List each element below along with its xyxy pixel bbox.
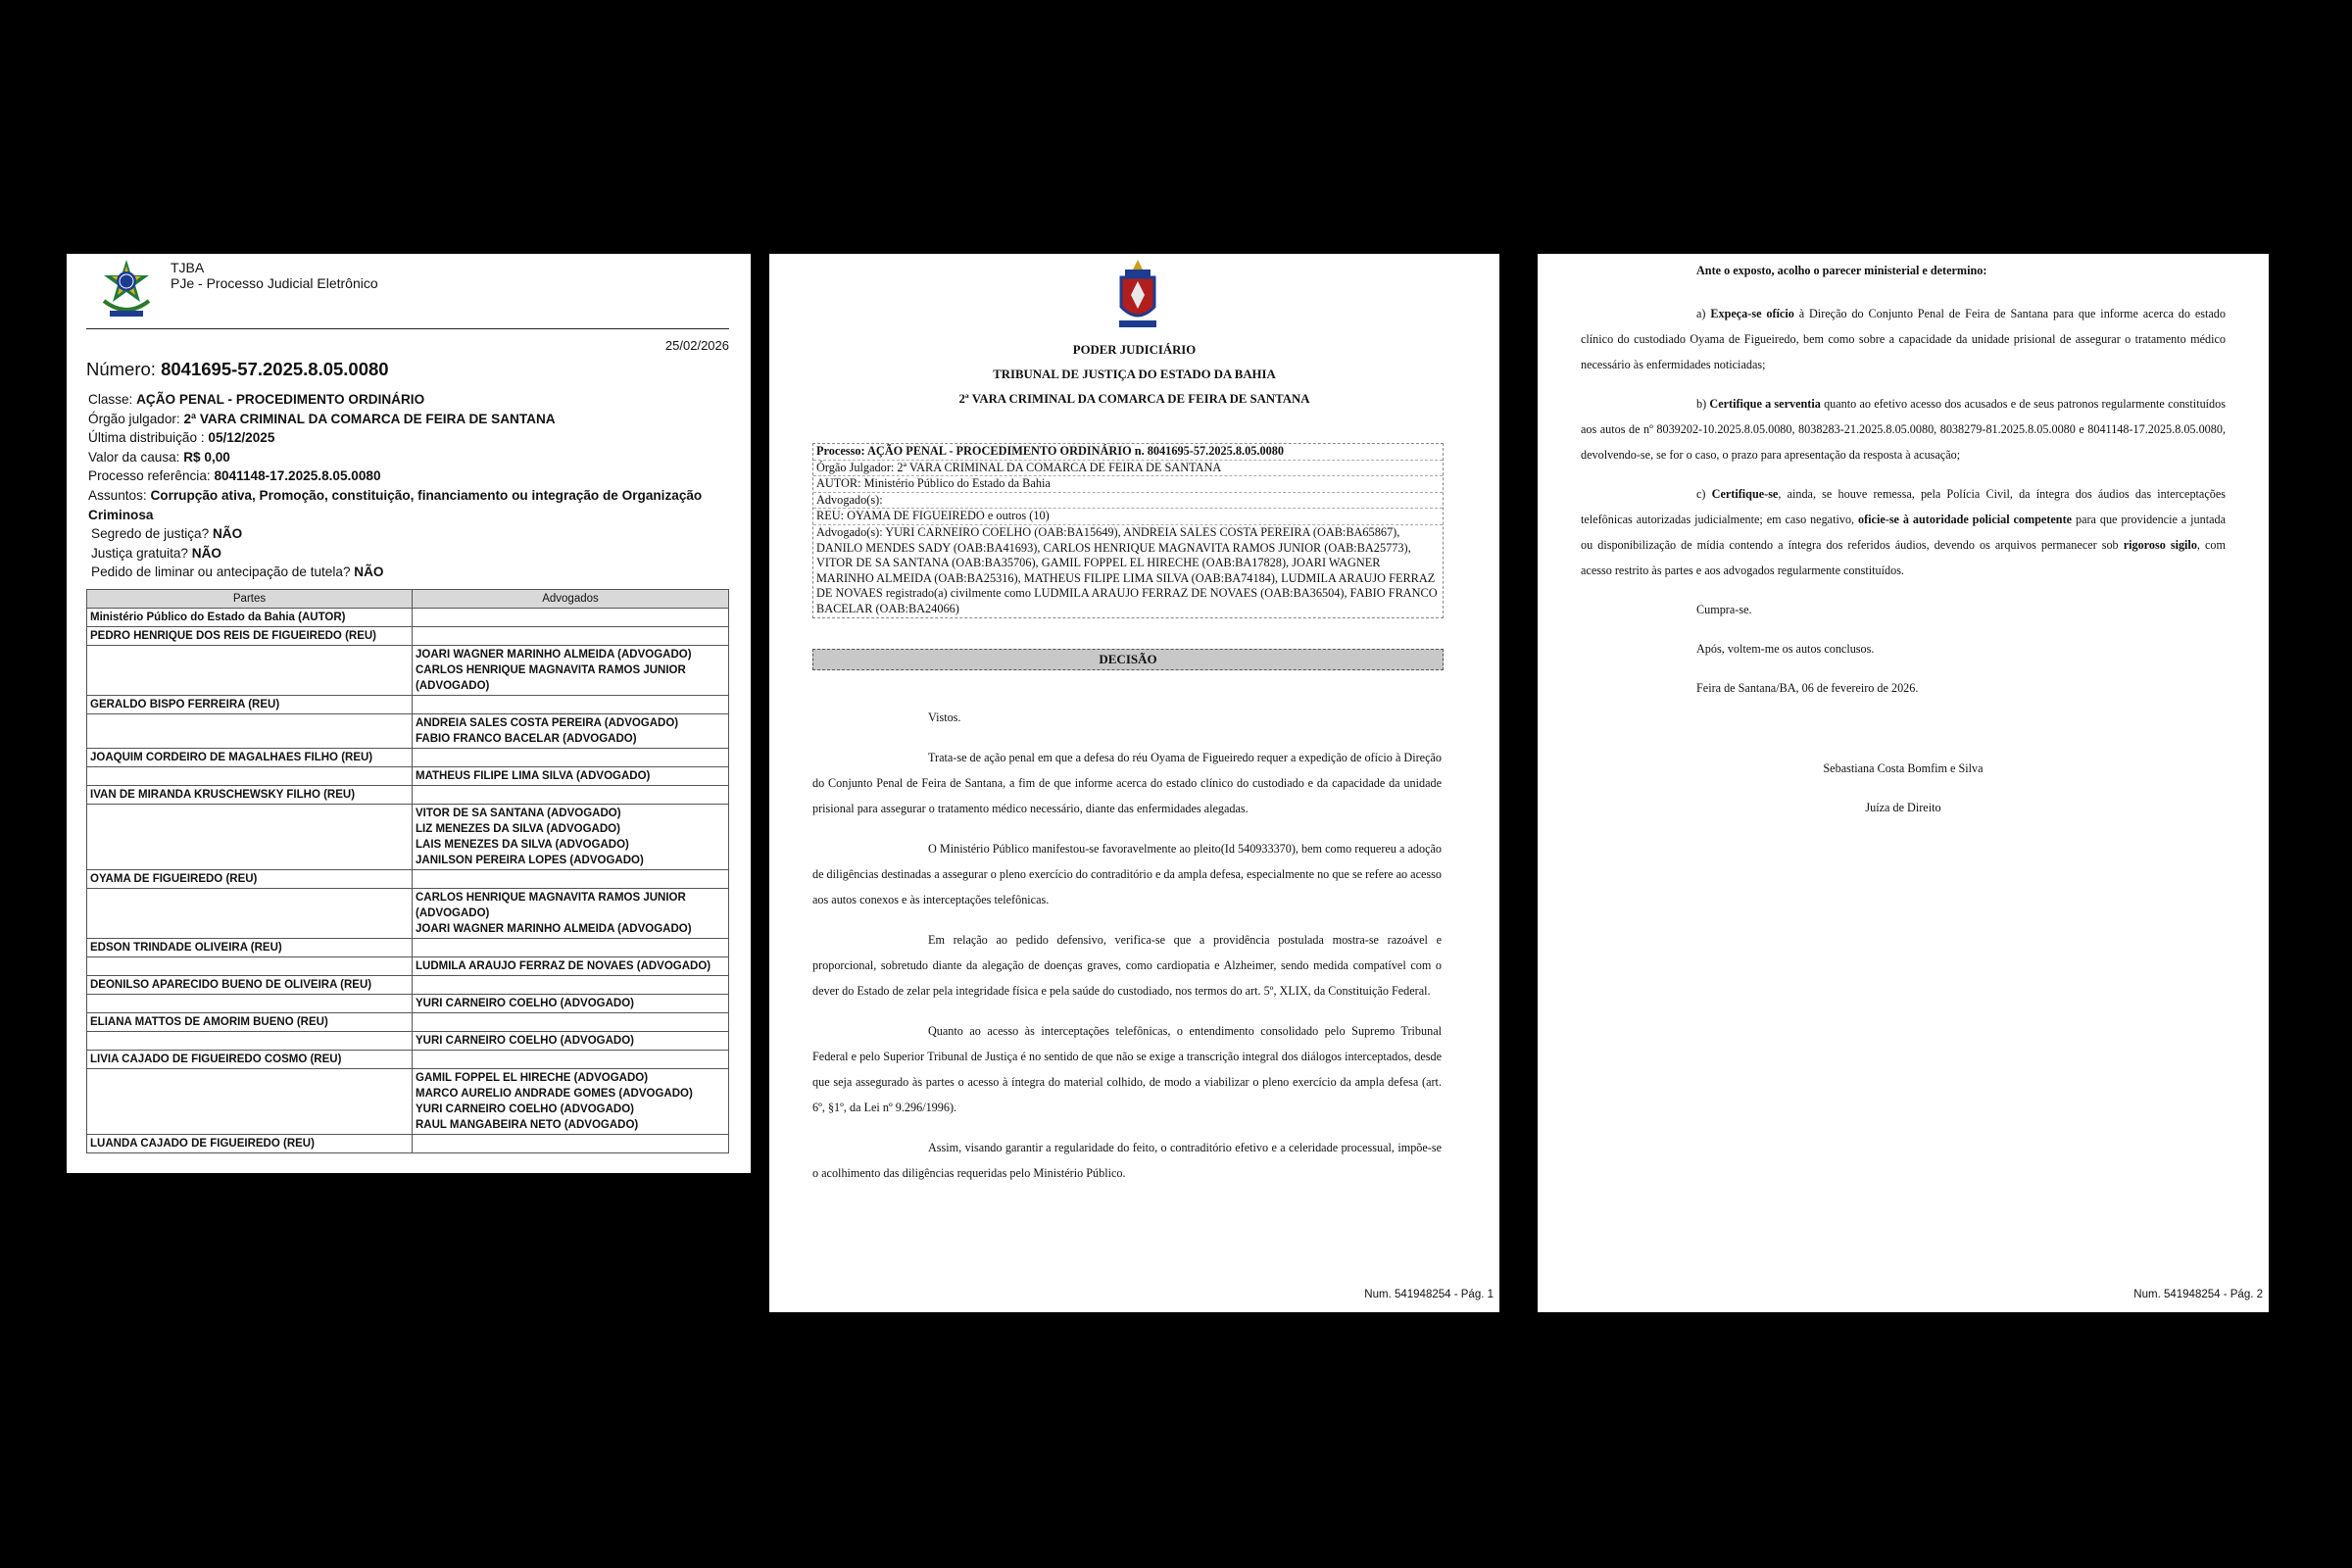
field-label: Processo referência: [88, 468, 211, 484]
place-date: Feira de Santana/BA, 06 de fevereiro de 2026. [1696, 681, 1919, 695]
process-number-value: 8041695-57.2025.8.05.0080 [161, 359, 389, 379]
process-field [88, 390, 729, 410]
party-cell: EDSON TRINDADE OLIVEIRA (REU) [87, 938, 413, 956]
party-cell: LUANDA CAJADO DE FIGUEIREDO (REU) [87, 1134, 413, 1152]
field-value: NÃO [354, 564, 384, 580]
lawyers-cell [413, 1050, 729, 1068]
table-row [87, 994, 729, 1012]
party-cell: Ministério Público do Estado da Bahia (AUTOR) [87, 608, 413, 626]
process-number [86, 359, 729, 380]
field-label: Justiça gratuita? [91, 545, 188, 561]
page-footer: Num. 541948254 - Pág. 2 [2133, 1289, 2263, 1300]
court-line: Órgão Julgador: 2ª VARA CRIMINAL DA COMARCA DE FEIRA DE SANTANA [813, 461, 1443, 477]
decision-title: DECISÃO [812, 649, 1444, 670]
lawyers-cell: JOARI WAGNER MARINHO ALMEIDA (ADVOGADO) CARLOS HENRIQUE MAGNAVITA RAMOS JUNIOR (ADVOGADO) [413, 645, 729, 695]
party-cell: DEONILSO APARECIDO BUENO DE OLIVEIRA (REU) [87, 975, 413, 994]
parties-table [86, 589, 729, 1153]
party-cell [87, 804, 413, 869]
decision-paragraph: Quanto ao acesso às interceptações telefônicas, o entendimento consolidado pelo Supremo Tribunal Federal e pelo Superior Tribunal de Justiça é no sentido de que não se exige a transcrição integral dos diálogos interceptados, desde que seja assegurado às partes o acesso à íntegra do material colhido, de modo a viabilizar o pleno exercício da ampla defesa (art. 6º, §1º, da Lei nº 9.296/1996). [812, 1024, 1442, 1114]
table-row [87, 1050, 729, 1068]
table-row [87, 956, 729, 975]
decision-page-1 [769, 254, 1499, 1312]
party-cell [87, 994, 413, 1012]
party-cell [87, 1068, 413, 1134]
pje-header [86, 254, 729, 329]
field-value: AÇÃO PENAL - PROCEDIMENTO ORDINÁRIO [136, 392, 425, 407]
item-c: c) Certifique-se, ainda, se houve remessa, pela Polícia Civil, da íntegra dos áudios das interceptações telefônicas autorizadas judicialmente; em caso negativo, oficie-se à autoridade policial competente para que providencie a juntada ou disponibilização de mídia contendo a íntegra dos referidos áudios, devendo os arquivos permanecer sob rigoroso sigilo, com acesso restrito às partes e aos advogados regularmente constituídos. [1581, 487, 2226, 577]
lawyers-cell [413, 938, 729, 956]
cumpra-se: Cumpra-se. [1696, 603, 1752, 616]
field-value: 05/12/2025 [208, 430, 275, 446]
table-row [87, 938, 729, 956]
field-value: 8041148-17.2025.8.05.0080 [214, 468, 381, 484]
party-cell [87, 713, 413, 748]
table-row [87, 869, 729, 888]
lawyers-cell: YURI CARNEIRO COELHO (ADVOGADO) [413, 994, 729, 1012]
party-cell [87, 1031, 413, 1050]
table-row [87, 1012, 729, 1031]
process-fields [86, 390, 729, 582]
lawyers-cell [413, 869, 729, 888]
lawyers-cell [413, 608, 729, 626]
decision-paragraph: Em relação ao pedido defensivo, verifica-se que a providência postulada mostra-se razoável e proporcional, sobretudo diante da alegação de doenças graves, como cardiopatia e Alzheimer, sendo medida compatível com o dever do Estado de zelar pela integridade física e pela saúde do custodiado, nos termos do art. 5º, XLIX, da Constituição Federal. [812, 933, 1442, 998]
process-field [88, 544, 729, 564]
lawyers-cell [413, 785, 729, 804]
bahia-coat-of-arms-icon [1115, 260, 1160, 330]
decision-intro: Ante o exposto, acolho o parecer ministerial e determino: [1696, 264, 1987, 277]
field-value: NÃO [212, 526, 243, 542]
table-row [87, 713, 729, 748]
author-lawyer-line: Advogado(s): [813, 493, 1443, 510]
print-date: 25/02/2026 [664, 338, 729, 353]
field-value: Corrupção ativa, Promoção, constituição, financiamento ou integração de Organização Criminosa [88, 487, 703, 522]
process-field [88, 524, 729, 544]
table-row [87, 626, 729, 645]
process-field [88, 563, 729, 582]
lawyers-cell [413, 626, 729, 645]
lawyers-cell [413, 1134, 729, 1152]
defendant-line: REU: OYAMA DE FIGUEIREDO e outros (10) [813, 509, 1443, 525]
process-number-label: Número: [86, 359, 156, 379]
item-b: b) Certifique a serventia quanto ao efetivo acesso dos acusados e de seus patronos regularmente constituídos aos autos de nº 8039202-10.2025.8.05.0080, 8038283-21.2025.8.05.0080, 8038279-81.2025.8.05.0080 e 8041148-17.2025.8.05.0080, devolvendo-se, se for o caso, o prazo para apresentação da resposta à acusação; [1581, 397, 2226, 462]
header-line-2: TRIBUNAL DE JUSTIÇA DO ESTADO DA BAHIA [993, 368, 1276, 381]
table-row [87, 748, 729, 766]
header-line-3: 2ª VARA CRIMINAL DA COMARCA DE FEIRA DE SANTANA [958, 392, 1310, 406]
table-row [87, 804, 729, 869]
process-line: Processo: AÇÃO PENAL - PROCEDIMENTO ORDINÁRIO n. 8041695-57.2025.8.05.0080 [813, 444, 1443, 461]
lawyers-cell: MATHEUS FILIPE LIMA SILVA (ADVOGADO) [413, 766, 729, 785]
field-label: Valor da causa: [88, 449, 180, 465]
system-name: PJe - Processo Judicial Eletrônico [171, 275, 378, 291]
party-cell: ELIANA MATTOS DE AMORIM BUENO (REU) [87, 1012, 413, 1031]
table-row [87, 766, 729, 785]
table-row [87, 608, 729, 626]
conclusos: Após, voltem-me os autos conclusos. [1696, 642, 1875, 656]
decision-paragraph: Trata-se de ação penal em que a defesa do réu Oyama de Figueiredo requer a expedição de ofício à Direção do Conjunto Penal de Feira de Santana, a fim de que informe acerca do estado clínico do custodiado e da capacidade da unidade prisional para assegurar o tratamento médico necessário, diante das enfermidades alegadas. [812, 751, 1442, 815]
table-row [87, 1068, 729, 1134]
process-field [88, 410, 729, 429]
parties-header: Partes [87, 589, 413, 608]
lawyers-cell [413, 1012, 729, 1031]
judge-title: Juíza de Direito [1865, 801, 1941, 814]
lawyers-cell: GAMIL FOPPEL EL HIRECHE (ADVOGADO) MARCO AURELIO ANDRADE GOMES (ADVOGADO) YURI CARNEIRO COELHO (ADVOGADO) RAUL MANGABEIRA NETO (ADVOGADO) [413, 1068, 729, 1134]
decision-paragraph: Vistos. [928, 710, 961, 724]
process-field [88, 428, 729, 448]
lawyers-header: Advogados [413, 589, 729, 608]
lawyers-cell [413, 748, 729, 766]
decision-body-continued [1581, 258, 2226, 820]
defendant-lawyers-line: Advogado(s): YURI CARNEIRO COELHO (OAB:BA15649), ANDREIA SALES COSTA PEREIRA (OAB:BA65867), DANILO MENDES SADY (OAB:BA41693), CARLOS HENRIQUE MAGNAVITA RAMOS JUNIOR (OAB:BA25773), VITOR DE SA SANTANA (OAB:BA35706), GAMIL FOPPEL EL HIRECHE (OAB:BA17828), JOARI WAGNER MARINHO ALMEIDA (OAB:BA25316), MATHEUS FILIPE LIMA SILVA (OAB:BA74184), LUDMILA ARAUJO FERRAZ DE NOVAES registrado(a) civilmente como LUDMILA ARAUJO FERRAZ DE NOVAES (OAB:BA36504), FABIO FRANCO BACELAR (OAB:BA24066) [816, 524, 1438, 615]
table-row [87, 785, 729, 804]
decision-body [812, 705, 1442, 1200]
field-label: Classe: [88, 392, 133, 407]
decision-paragraph: O Ministério Público manifestou-se favoravelmente ao pleito(Id 540933370), bem como requereu a adoção de diligências destinadas a assegurar o pleno exercício do contraditório e da ampla defesa, especialmente no que se refere ao acesso aos autos conexos e às interceptações telefônicas. [812, 842, 1442, 906]
lawyers-cell: ANDREIA SALES COSTA PEREIRA (ADVOGADO) FABIO FRANCO BACELAR (ADVOGADO) [413, 713, 729, 748]
lawyers-cell: LUDMILA ARAUJO FERRAZ DE NOVAES (ADVOGADO) [413, 956, 729, 975]
party-cell: IVAN DE MIRANDA KRUSCHEWSKY FILHO (REU) [87, 785, 413, 804]
process-field [88, 466, 729, 486]
pje-cover-page [67, 254, 751, 1173]
party-cell: OYAMA DE FIGUEIREDO (REU) [87, 869, 413, 888]
process-field [88, 448, 729, 467]
field-label: Órgão julgador: [88, 411, 180, 426]
lawyers-cell [413, 695, 729, 713]
field-value: R$ 0,00 [183, 449, 230, 465]
decision-page-2 [1538, 254, 2269, 1312]
party-cell [87, 645, 413, 695]
table-row [87, 645, 729, 695]
lawyers-cell: YURI CARNEIRO COELHO (ADVOGADO) [413, 1031, 729, 1050]
item-a: a) Expeça-se ofício à Direção do Conjunto Penal de Feira de Santana para que informe acerca do estado clínico do custodiado Oyama de Figueiredo, bem como sobre a capacidade da unidade prisional de assegurar o tratamento médico necessário às enfermidades noticiadas; [1581, 307, 2226, 371]
decision-paragraph: Assim, visando garantir a regularidade do feito, o contraditório efetivo e a celeridade processual, impõe-se o acolhimento das diligências requeridas pelo Ministério Público. [812, 1141, 1442, 1180]
process-box [812, 443, 1444, 618]
field-label: Última distribuição : [88, 430, 205, 446]
field-label: Assuntos: [88, 487, 147, 503]
party-cell: JOAQUIM CORDEIRO DE MAGALHAES FILHO (REU) [87, 748, 413, 766]
field-value: 2ª VARA CRIMINAL DA COMARCA DE FEIRA DE SANTANA [183, 411, 556, 426]
party-cell [87, 766, 413, 785]
field-value: NÃO [191, 545, 221, 561]
table-row [87, 888, 729, 938]
field-label: Segredo de justiça? [91, 526, 210, 542]
table-row [87, 1031, 729, 1050]
party-cell [87, 888, 413, 938]
party-cell: LIVIA CAJADO DE FIGUEIREDO COSMO (REU) [87, 1050, 413, 1068]
lawyers-cell [413, 975, 729, 994]
org-name: TJBA [171, 260, 205, 275]
author-line: AUTOR: Ministério Público do Estado da Bahia [813, 476, 1443, 493]
lawyers-cell: VITOR DE SA SANTANA (ADVOGADO) LIZ MENEZES DA SILVA (ADVOGADO) LAIS MENEZES DA SILVA (ADVOGADO) JANILSON PEREIRA LOPES (ADVOGADO) [413, 804, 729, 869]
lawyers-cell: CARLOS HENRIQUE MAGNAVITA RAMOS JUNIOR (ADVOGADO) JOARI WAGNER MARINHO ALMEIDA (ADVOGADO) [413, 888, 729, 938]
brazil-coat-of-arms-icon [96, 258, 157, 322]
table-row [87, 1134, 729, 1152]
table-row [87, 695, 729, 713]
field-label: Pedido de liminar ou antecipação de tutela? [91, 564, 351, 580]
judge-name: Sebastiana Costa Bomfim e Silva [1823, 761, 1984, 775]
party-cell [87, 956, 413, 975]
page-footer: Num. 541948254 - Pág. 1 [1364, 1289, 1494, 1300]
table-row [87, 975, 729, 994]
party-cell: GERALDO BISPO FERREIRA (REU) [87, 695, 413, 713]
header-line-1: PODER JUDICIÁRIO [1072, 343, 1197, 357]
process-field [88, 486, 729, 524]
party-cell: PEDRO HENRIQUE DOS REIS DE FIGUEIREDO (REU) [87, 626, 413, 645]
